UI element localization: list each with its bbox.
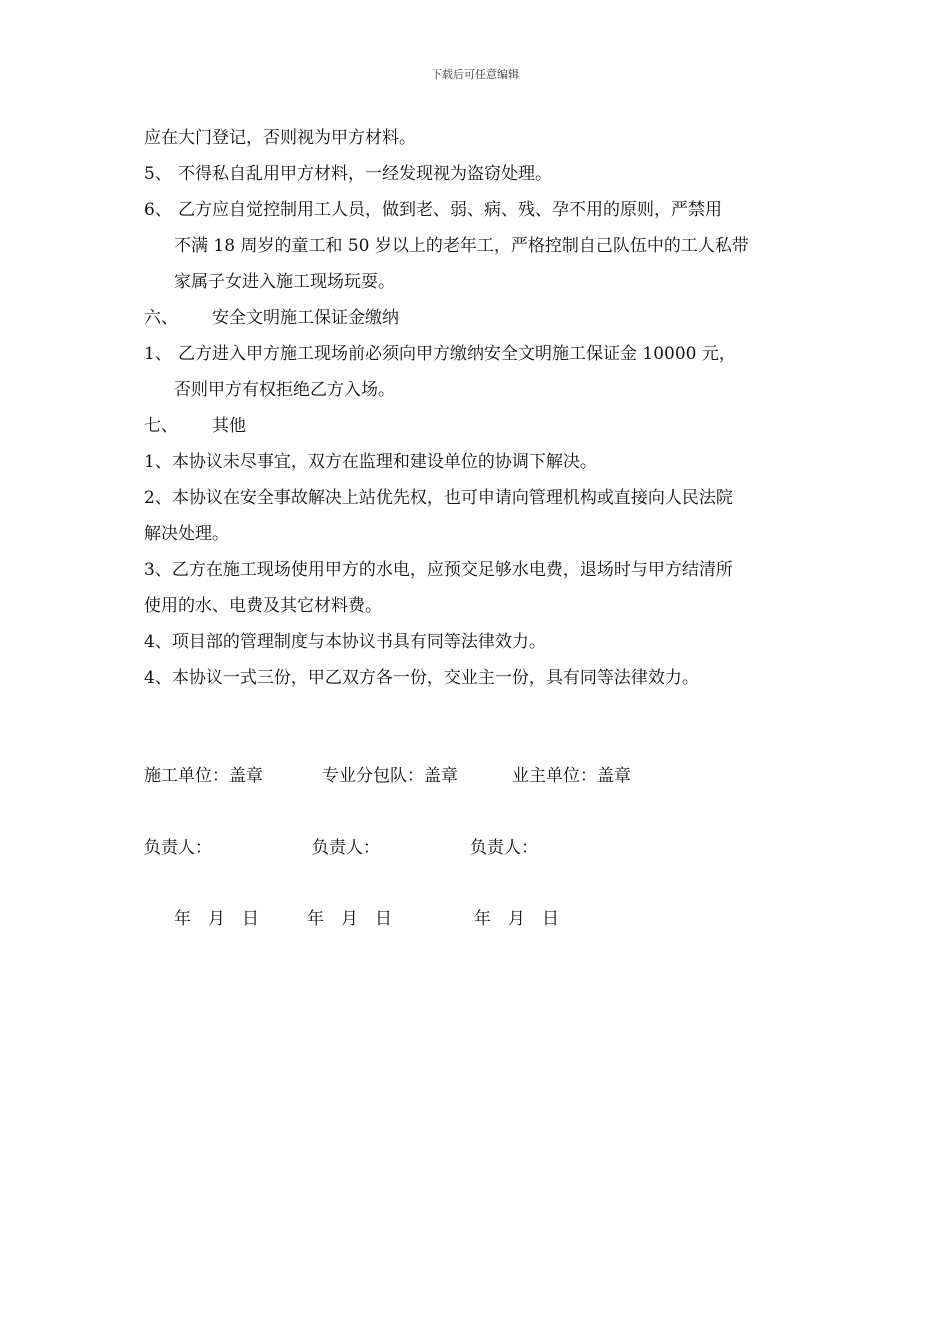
document-body — [144, 120, 814, 696]
list-number: 5、 — [144, 164, 172, 184]
list-text: 不得私自乱用甲方材料，一经发现视为盗窃处理。 — [178, 164, 552, 184]
section7-item-3: 3、乙方在施工现场使用甲方的水电，应预交足够水电费，退场时与甲方结清所 — [144, 560, 733, 580]
list-text: 乙方应自觉控制用工人员，做到老、弱、病、残、孕不用的原则，严禁用 — [178, 200, 722, 220]
party1-label: 施工单位：盖章 — [144, 766, 263, 786]
section7-item-4a: 4、项目部的管理制度与本协议书具有同等法律效力。 — [144, 632, 546, 652]
list-item-6 — [144, 192, 814, 228]
responsible-person-3: 负责人： — [470, 838, 538, 858]
date-field-3: 年 月 日 — [474, 909, 559, 929]
section7-item-3-continuation: 使用的水、电费及其它材料费。 — [144, 596, 382, 616]
list-text: 乙方进入甲方施工现场前必须向甲方缴纳安全文明施工保证金 10000 元， — [178, 344, 736, 364]
responsible-person-1: 负责人： — [144, 838, 212, 858]
paragraph-line: 应在大门登记，否则视为甲方材料。 — [144, 128, 416, 148]
section7-item-4b: 4、本协议一式三份，甲乙双方各一份，交业主一份，具有同等法律效力。 — [144, 668, 699, 688]
list-item-6-continuation: 家属子女进入施工现场玩耍。 — [174, 272, 395, 292]
party3-label: 业主单位：盖章 — [512, 766, 631, 786]
list-item-6-continuation: 不满 18 周岁的童工和 50 岁以上的老年工，严格控制自己队伍中的工人私带 — [174, 236, 749, 256]
section7-item-1: 1、本协议未尽事宜，双方在监理和建设单位的协调下解决。 — [144, 452, 597, 472]
date-field-1: 年 月 日 — [174, 909, 259, 929]
list-item-5 — [144, 156, 814, 192]
section6-item-1-continuation: 否则甲方有权拒绝乙方入场。 — [174, 380, 395, 400]
list-number: 6、 — [144, 200, 172, 220]
section7-item-2-continuation: 解决处理。 — [144, 524, 229, 544]
responsible-person-2: 负责人： — [312, 838, 380, 858]
section-title: 安全文明施工保证金缴纳 — [212, 308, 399, 328]
section7-item-2: 2、本协议在安全事故解决上站优先权，也可申请向管理机构或直接向人民法院 — [144, 488, 733, 508]
page-header-note: 下载后可任意编辑 — [431, 68, 519, 81]
list-number: 1、 — [144, 344, 172, 364]
section-number: 七、 — [144, 416, 178, 436]
party2-label: 专业分包队：盖章 — [322, 766, 458, 786]
section-heading-6 — [144, 300, 814, 336]
section6-item-1 — [144, 336, 814, 372]
date-field-2: 年 月 日 — [307, 909, 392, 929]
section-number: 六、 — [144, 308, 178, 328]
section-title: 其他 — [212, 416, 246, 436]
section-heading-7 — [144, 408, 814, 444]
